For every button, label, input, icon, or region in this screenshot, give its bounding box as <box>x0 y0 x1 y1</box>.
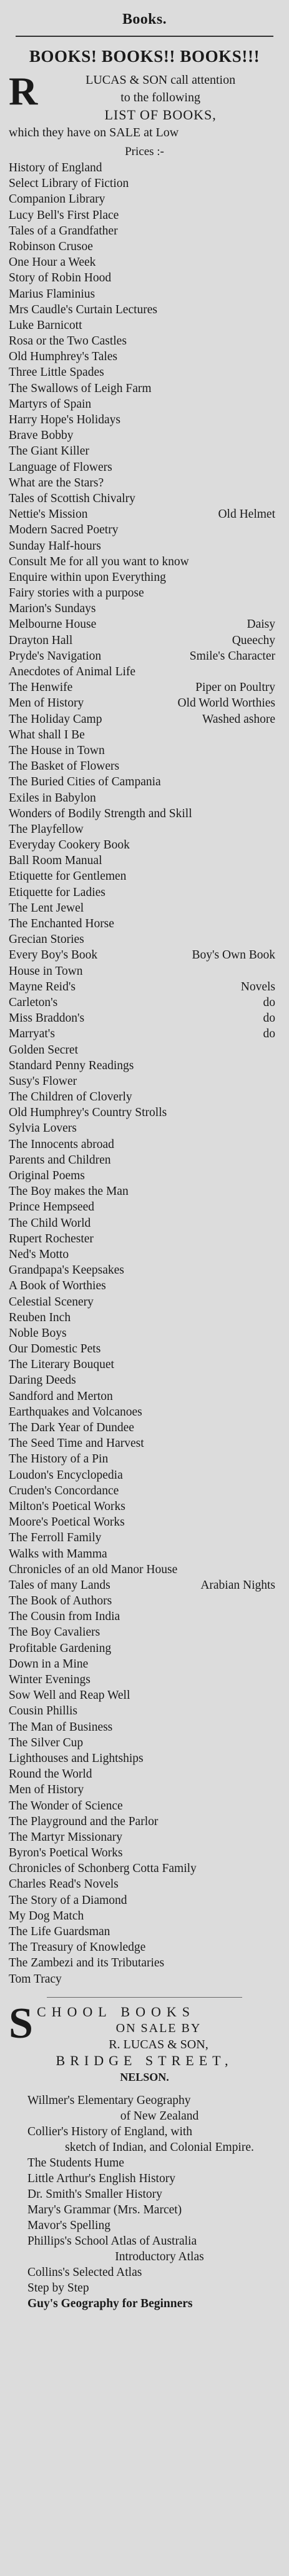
book-title: Tales of a Grandfather <box>9 224 118 238</box>
book-title: Cruden's Concordance <box>9 1484 119 1497</box>
book-title: Ned's Motto <box>9 1247 69 1261</box>
book-title: Drayton Hall <box>9 633 73 647</box>
book-title: Etiquette for Ladies <box>9 885 105 899</box>
book-title: Enquire within upon Everything <box>9 570 166 584</box>
book-title: Harry Hope's Holidays <box>9 413 120 426</box>
list-item <box>9 963 280 979</box>
book-title: The Book of Authors <box>9 1594 112 1608</box>
book-title-second: Old World Worthies <box>177 697 275 710</box>
intro-paragraph <box>9 71 280 141</box>
book-title: Byron's Poetical Works <box>9 1846 123 1860</box>
list-item <box>9 1074 280 1089</box>
list-item <box>9 1010 280 1026</box>
list-item <box>9 1168 280 1184</box>
book-title-second: Novels <box>240 980 275 994</box>
book-title: Prince Hempseed <box>9 1200 94 1214</box>
list-item <box>9 680 280 695</box>
book-title: Original Poems <box>9 1169 85 1182</box>
school-book-title: Dr. Smith's Smaller History <box>27 2187 162 2201</box>
book-title: Brave Bobby <box>9 429 74 443</box>
list-item <box>9 1389 280 1404</box>
book-title: Tales of many Lands <box>9 1578 110 1592</box>
book-title: Consult Me for all you want to know <box>9 555 189 568</box>
book-title: The Ferroll Family <box>9 1531 102 1545</box>
list-item <box>9 1641 280 1656</box>
list-item <box>9 176 280 191</box>
list-item <box>9 1262 280 1278</box>
list-item <box>9 1326 280 1341</box>
book-title: Sow Well and Reap Well <box>9 1689 130 1703</box>
book-title: Profitable Gardening <box>9 1641 112 1655</box>
list-item <box>9 506 280 522</box>
school-book-title: The Students Hume <box>27 2156 124 2170</box>
book-title: Old Humphrey's Tales <box>9 350 118 364</box>
list-item <box>9 616 280 632</box>
list-item <box>27 2265 280 2280</box>
list-item <box>9 1089 280 1105</box>
book-title: Modern Sacred Poetry <box>9 523 119 537</box>
list-item <box>9 443 280 459</box>
list-item <box>9 1955 280 1971</box>
list-item <box>9 1120 280 1136</box>
book-title-second: Old Helmet <box>218 508 275 521</box>
list-item <box>9 837 280 853</box>
list-item <box>9 460 280 475</box>
list-item <box>27 2093 280 2124</box>
book-title: The Holiday Camp <box>9 712 102 726</box>
book-title: Mrs Caudle's Curtain Lectures <box>9 303 157 316</box>
book-title: The Treasury of Knowledge <box>9 1941 146 1955</box>
list-item <box>9 1688 280 1703</box>
book-title: Marius Flaminius <box>9 287 96 301</box>
list-item <box>9 302 280 318</box>
book-title: The Literary Bouquet <box>9 1358 114 1372</box>
school-book-list <box>9 2093 280 2312</box>
list-item <box>9 947 280 963</box>
book-title: Noble Boys <box>9 1326 67 1340</box>
list-item <box>9 1940 280 1955</box>
list-item <box>27 2218 280 2233</box>
book-title: The Swallows of Leigh Farm <box>9 381 152 395</box>
list-item <box>9 1546 280 1562</box>
book-title: The Cousin from India <box>9 1610 120 1624</box>
book-title: The Buried Cities of Campania <box>9 775 161 789</box>
list-item <box>9 1184 280 1199</box>
book-title: Daring Deeds <box>9 1374 76 1387</box>
list-item <box>9 270 280 286</box>
list-item <box>9 1861 280 1876</box>
book-title: The Dark Year of Dundee <box>9 1421 134 1434</box>
list-item <box>9 585 280 601</box>
list-item <box>9 570 280 585</box>
list-item <box>9 1609 280 1624</box>
book-title: One Hour a Week <box>9 256 96 269</box>
book-title: The Martyr Missionary <box>9 1830 122 1844</box>
list-item <box>9 333 280 349</box>
book-title: Three Little Spades <box>9 366 104 380</box>
list-item <box>9 916 280 932</box>
book-title: Lucy Bell's First Place <box>9 208 119 222</box>
book-title: The Boy makes the Man <box>9 1185 129 1199</box>
book-title: Marryat's <box>9 1027 55 1041</box>
list-item <box>9 1719 280 1735</box>
list-item <box>9 428 280 443</box>
school-line-2: ON SALE BY <box>115 2021 202 2035</box>
list-item <box>9 1137 280 1152</box>
list-item <box>9 868 280 884</box>
book-title-second: Washed ashore <box>202 712 275 726</box>
list-item <box>9 1341 280 1357</box>
book-title: Fairy stories with a purpose <box>9 586 144 600</box>
book-title: The Wonder of Science <box>9 1799 123 1813</box>
book-title: Charles Read's Novels <box>9 1878 119 1891</box>
top-rule <box>16 36 273 37</box>
list-item <box>9 160 280 176</box>
book-title: Susy's Flower <box>9 1074 77 1088</box>
book-title: Exiles in Babylon <box>9 791 96 805</box>
book-title: Sunday Half-hours <box>9 539 101 553</box>
book-title: The Innocents abroad <box>9 1137 114 1151</box>
book-title: Everyday Cookery Book <box>9 838 130 852</box>
book-title: The Story of a Diamond <box>9 1893 127 1907</box>
list-item <box>9 1782 280 1798</box>
book-title-second: do <box>263 1027 275 1041</box>
book-title: Sylvia Lovers <box>9 1122 77 1135</box>
school-book-title: Little Arthur's English History <box>27 2171 175 2185</box>
list-item <box>9 1971 280 1987</box>
book-title: Celestial Scenery <box>9 1295 94 1309</box>
list-item <box>9 1735 280 1751</box>
list-item <box>9 806 280 822</box>
list-item <box>27 2202 280 2218</box>
list-item <box>9 1199 280 1215</box>
school-line-4: BRIDGE STREET, <box>56 2052 233 2068</box>
banner-headline: BOOKS! BOOKS!! BOOKS!!! <box>29 47 260 66</box>
book-title: Men of History <box>9 697 84 710</box>
list-item <box>9 1372 280 1388</box>
school-book-title: Phillips's School Atlas of Australia <box>27 2234 197 2248</box>
book-title: The Silver Cup <box>9 1736 84 1749</box>
book-title: Melbourne House <box>9 618 97 631</box>
book-title: Nettie's Mission <box>9 508 88 521</box>
list-item <box>9 900 280 916</box>
intro-line-3: LIST OF BOOKS, <box>104 107 217 123</box>
list-item <box>9 1766 280 1782</box>
list-item <box>9 1404 280 1420</box>
school-book-title: Collins's Selected Atlas <box>27 2265 142 2279</box>
list-item <box>9 522 280 538</box>
book-title: Story of Robin Hood <box>9 271 112 285</box>
book-title-second: Queechy <box>232 633 275 647</box>
intro-dropcap: R <box>9 69 38 113</box>
list-item <box>9 1152 280 1168</box>
book-title: Standard Penny Readings <box>9 1059 134 1072</box>
list-item <box>9 1814 280 1829</box>
list-item <box>9 995 280 1010</box>
list-item <box>9 1231 280 1247</box>
list-item <box>9 1278 280 1294</box>
list-item <box>9 853 280 868</box>
list-item <box>9 885 280 900</box>
book-title: Language of Flowers <box>9 460 112 474</box>
list-item <box>9 1215 280 1231</box>
list-item <box>9 648 280 664</box>
book-title: Pryde's Navigation <box>9 649 102 663</box>
list-item <box>9 1798 280 1814</box>
book-title: Men of History <box>9 1783 84 1797</box>
book-title: Parents and Children <box>9 1153 111 1167</box>
list-item <box>27 2296 280 2312</box>
list-item <box>9 932 280 947</box>
book-title: Earthquakes and Volcanoes <box>9 1405 142 1419</box>
book-title: My Dog Match <box>9 1909 84 1923</box>
book-title-second: Boy's Own Book <box>192 948 275 962</box>
intro-line-4: which they have on SALE at Low <box>9 126 179 139</box>
list-item <box>9 743 280 758</box>
list-item <box>9 1436 280 1451</box>
list-item <box>9 254 280 270</box>
book-title: Etiquette for Gentlemen <box>9 870 127 883</box>
book-title: Chronicles of an old Manor House <box>9 1562 178 1576</box>
book-title: The Enchanted Horse <box>9 917 114 930</box>
list-item <box>9 191 280 207</box>
book-title: The Man of Business <box>9 1720 113 1734</box>
book-title: Chronicles of Schonberg Cotta Family <box>9 1862 197 1876</box>
list-item <box>9 554 280 570</box>
school-book-title: Willmer's Elementary Geography <box>27 2093 191 2107</box>
book-title: A Book of Worthies <box>9 1279 106 1293</box>
book-title: Cousin Phillis <box>9 1704 77 1718</box>
book-title-second: Arabian Nights <box>200 1578 275 1592</box>
book-title: Rupert Rochester <box>9 1232 94 1245</box>
book-title: Walks with Mamma <box>9 1547 107 1561</box>
list-item <box>9 979 280 995</box>
list-item <box>9 1042 280 1058</box>
book-title-second: Smile's Character <box>189 649 275 663</box>
list-item <box>9 1876 280 1892</box>
book-title-second: do <box>263 1012 275 1025</box>
book-title: Our Domestic Pets <box>9 1342 101 1356</box>
section-divider <box>47 1997 242 1998</box>
book-title: The Playfellow <box>9 822 84 836</box>
book-title: The Basket of Flowers <box>9 760 120 773</box>
list-item <box>27 2171 280 2186</box>
list-item <box>27 2124 280 2155</box>
book-title: Robinson Crusoe <box>9 239 93 253</box>
book-title: The Lent Jewel <box>9 901 84 915</box>
book-title: Winter Evenings <box>9 1673 91 1686</box>
list-item <box>9 1845 280 1861</box>
book-title: Wonders of Bodily Strength and Skill <box>9 807 192 820</box>
list-item <box>9 1672 280 1688</box>
book-title: Down in a Mine <box>9 1657 89 1671</box>
list-item <box>9 286 280 302</box>
prices-line: Prices :- <box>125 145 164 158</box>
list-item <box>9 822 280 837</box>
school-book-title: Collier's History of England, with <box>27 2125 193 2138</box>
list-item <box>9 1924 280 1940</box>
list-item <box>9 1577 280 1593</box>
list-item <box>27 2155 280 2171</box>
book-title: Reuben Inch <box>9 1311 71 1324</box>
list-item <box>9 1829 280 1845</box>
school-book-title: Step by Step <box>27 2281 89 2295</box>
list-item <box>9 758 280 774</box>
list-item <box>9 1499 280 1514</box>
school-book-title: Guy's Geography for Beginners <box>27 2297 193 2310</box>
book-title: The Seed Time and Harvest <box>9 1437 144 1451</box>
school-book-subtitle: Introductory Atlas <box>115 2250 204 2263</box>
list-item <box>9 1058 280 1074</box>
book-title: Select Library of Fiction <box>9 177 129 191</box>
list-item <box>9 727 280 743</box>
book-title: The Life Guardsman <box>9 1925 110 1938</box>
list-item <box>9 475 280 491</box>
school-line-3: R. LUCAS & SON, <box>109 2037 208 2051</box>
book-title: Every Boy's Book <box>9 948 98 962</box>
list-item <box>9 1751 280 1766</box>
book-title: House in Town <box>9 964 83 978</box>
list-item <box>9 633 280 648</box>
book-title: The Child World <box>9 1216 91 1230</box>
book-title-second: Daisy <box>247 618 275 631</box>
book-title: The Zambezi and its Tributaries <box>9 1956 165 1970</box>
book-title: Tom Tracy <box>9 1972 62 1986</box>
book-list <box>9 160 280 1987</box>
school-books-notice <box>9 1999 280 2085</box>
book-title: Companion Library <box>9 193 105 206</box>
list-item <box>9 695 280 711</box>
list-item <box>9 1514 280 1530</box>
list-item <box>27 2186 280 2202</box>
book-title: Old Humphrey's Country Strolls <box>9 1106 167 1120</box>
list-item <box>9 208 280 223</box>
list-item <box>9 1294 280 1310</box>
list-item <box>9 1105 280 1120</box>
list-item <box>9 538 280 554</box>
section-title: Books. <box>122 11 167 28</box>
list-item <box>9 1530 280 1546</box>
school-book-title: Mavor's Spelling <box>27 2218 110 2232</box>
list-item <box>9 1026 280 1042</box>
list-item <box>9 1310 280 1326</box>
list-item <box>9 365 280 380</box>
book-title: Golden Secret <box>9 1043 79 1057</box>
list-item <box>9 1908 280 1924</box>
book-title: The Playground and the Parlor <box>9 1814 159 1828</box>
book-title: Martyrs of Spain <box>9 397 92 411</box>
book-title: The History of a Pin <box>9 1452 109 1466</box>
list-item <box>27 2233 280 2265</box>
book-title: What shall I Be <box>9 728 85 742</box>
list-item <box>9 712 280 727</box>
book-title: Moore's Poetical Works <box>9 1516 125 1529</box>
list-item <box>9 1703 280 1719</box>
book-title: Miss Braddon's <box>9 1012 85 1025</box>
book-title: Lighthouses and Lightships <box>9 1751 144 1765</box>
list-item <box>9 774 280 790</box>
list-item <box>9 412 280 428</box>
list-item <box>9 1467 280 1483</box>
book-title-second: Piper on Poultry <box>195 681 275 695</box>
book-title: Marion's Sundays <box>9 602 96 616</box>
book-title: Sandford and Merton <box>9 1389 113 1403</box>
book-title: Loudon's Encyclopedia <box>9 1468 123 1482</box>
book-title: History of England <box>9 161 102 174</box>
book-title: The Children of Cloverly <box>9 1090 132 1104</box>
book-title: Mayne Reid's <box>9 980 76 994</box>
book-title: Grecian Stories <box>9 933 84 947</box>
book-title: Milton's Poetical Works <box>9 1499 125 1513</box>
book-title-second: do <box>263 995 275 1009</box>
book-title: What are the Stars? <box>9 476 104 490</box>
list-item <box>9 239 280 254</box>
list-item <box>9 790 280 806</box>
book-title: The Boy Cavaliers <box>9 1626 100 1639</box>
list-item <box>9 1420 280 1436</box>
list-item <box>9 1357 280 1372</box>
list-item <box>9 1656 280 1672</box>
school-line-1: CHOOL BOOKS <box>36 2003 195 2020</box>
book-title: Tales of Scottish Chivalry <box>9 491 135 505</box>
list-item <box>27 2280 280 2296</box>
list-item <box>9 1893 280 1908</box>
book-title: Carleton's <box>9 995 58 1009</box>
school-book-title: Mary's Grammar (Mrs. Marcet) <box>27 2203 182 2216</box>
list-item <box>9 396 280 412</box>
list-item <box>9 1451 280 1467</box>
list-item <box>9 349 280 365</box>
list-item <box>9 1624 280 1640</box>
school-dropcap: S <box>9 1999 33 2048</box>
book-title: Rosa or the Two Castles <box>9 335 127 348</box>
school-book-subtitle: sketch of Indian, and Colonial Empire. <box>65 2140 254 2154</box>
school-line-5: NELSON. <box>120 2070 169 2083</box>
list-item <box>9 381 280 396</box>
list-item <box>9 318 280 333</box>
book-title: The Giant Killer <box>9 445 89 458</box>
book-title: Luke Barnicott <box>9 318 82 332</box>
book-title: Ball Room Manual <box>9 854 102 868</box>
list-item <box>9 601 280 616</box>
list-item <box>9 223 280 239</box>
book-title: Round the World <box>9 1768 92 1781</box>
list-item <box>9 1483 280 1499</box>
list-item <box>9 491 280 506</box>
list-item <box>9 1593 280 1609</box>
book-title: The House in Town <box>9 743 105 757</box>
list-item <box>9 1247 280 1262</box>
book-title: Grandpapa's Keepsakes <box>9 1264 124 1277</box>
list-item <box>9 1562 280 1577</box>
intro-line-2: to the following <box>120 91 200 104</box>
intro-line-1: LUCAS & SON call attention <box>86 73 236 87</box>
book-title: Anecdotes of Animal Life <box>9 665 136 678</box>
book-title: The Henwife <box>9 681 73 695</box>
school-book-subtitle: of New Zealand <box>120 2109 199 2123</box>
list-item <box>9 664 280 680</box>
